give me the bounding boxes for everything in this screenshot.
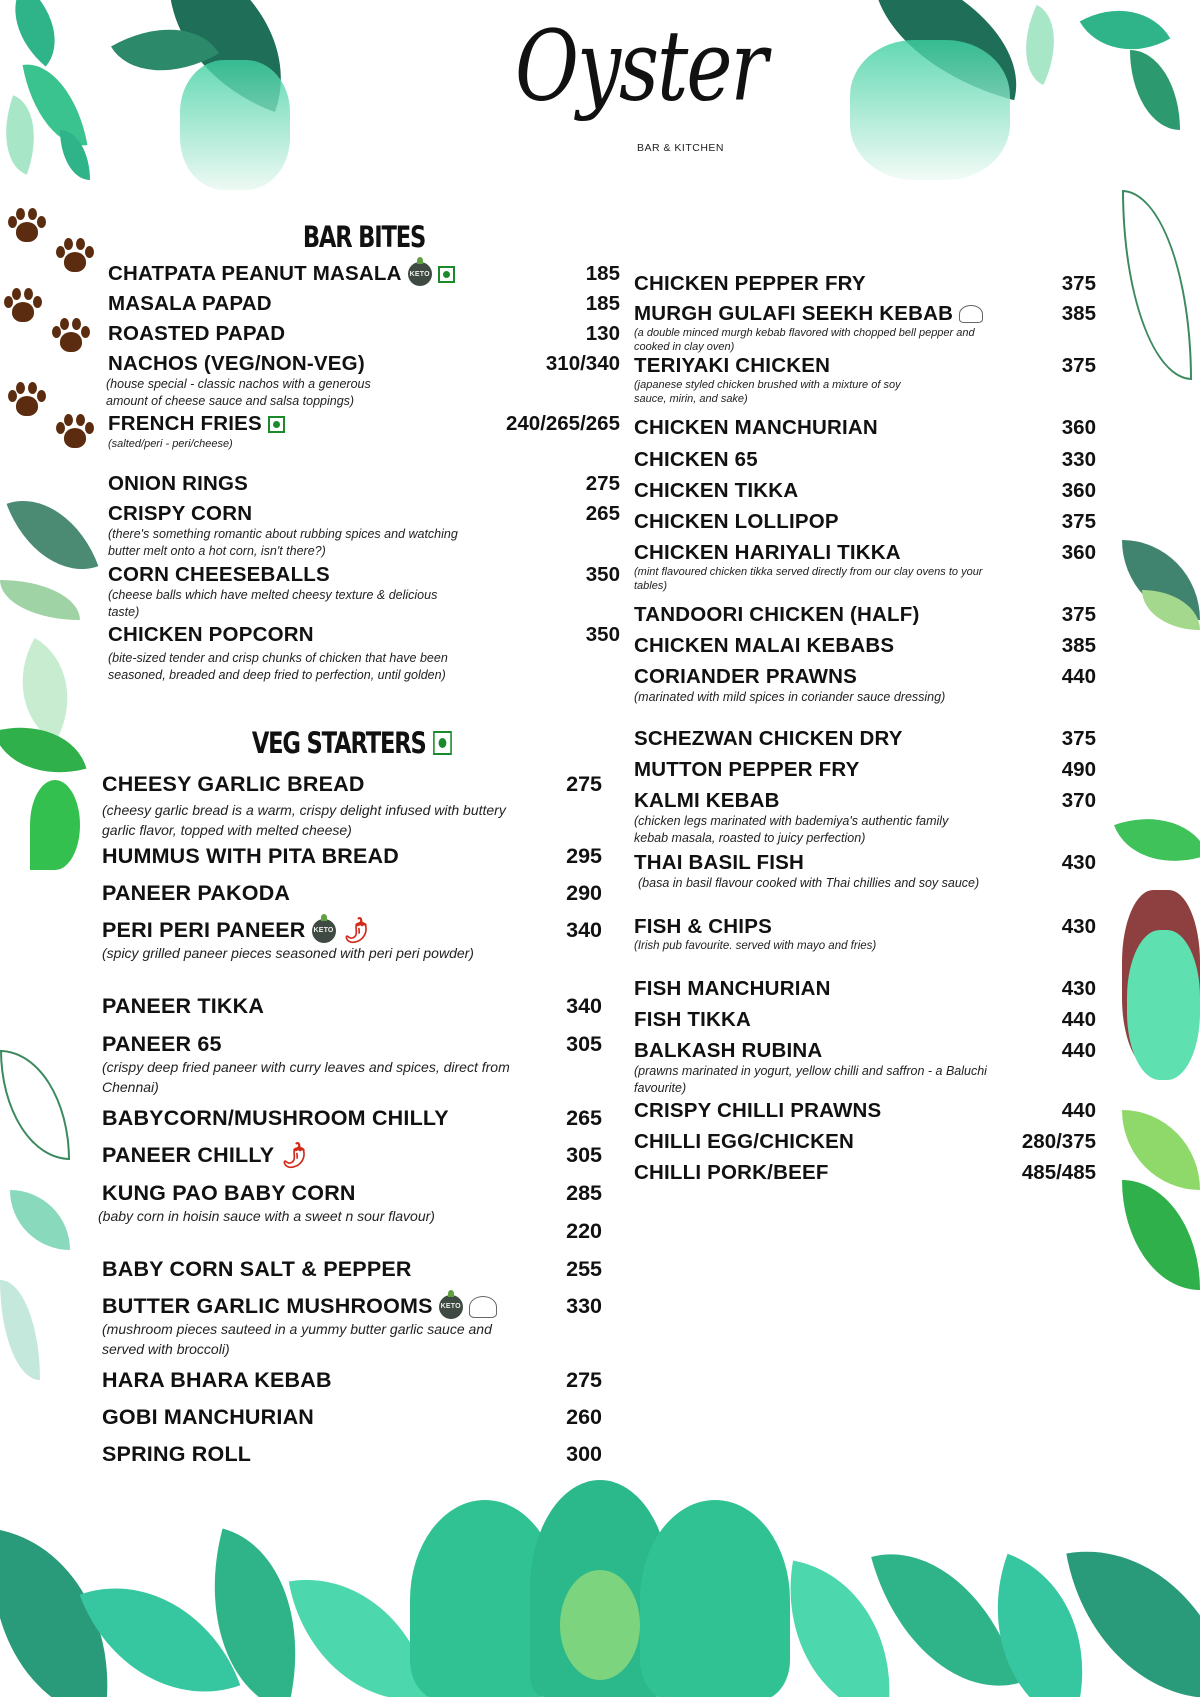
item-price: 375	[1061, 272, 1096, 295]
veg-icon	[268, 416, 285, 433]
menu-item	[102, 994, 602, 1032]
item-price: 440	[1061, 1099, 1096, 1122]
item-price: 430	[1061, 915, 1096, 938]
item-name: BABY CORN SALT & PEPPER	[102, 1257, 412, 1281]
item-price: 375	[1061, 354, 1096, 377]
chili-icon: 🌶	[337, 913, 373, 947]
menu-item	[102, 913, 602, 994]
item-price: 285	[566, 1181, 602, 1205]
item-description: (prawns marinated in yogurt, yellow chilli and saffron - a Baluchi favourite)	[634, 1064, 987, 1095]
item-name: MASALA PAPAD	[108, 292, 272, 315]
menu-item	[634, 272, 1096, 302]
item-description: (cheesy garlic bread is a warm, crispy delight infused with buttery garlic flavor, topped with melted cheese)	[102, 802, 506, 838]
chili-icon: 🌶	[276, 1138, 312, 1172]
menu-item	[634, 727, 1096, 758]
item-name: HARA BHARA KEBAB	[102, 1368, 332, 1392]
menu-item	[102, 772, 602, 844]
item-price: 350	[585, 623, 620, 646]
menu-item	[634, 416, 1096, 448]
menu-item	[634, 915, 1096, 977]
item-name: CHICKEN 65	[634, 448, 758, 471]
item-name: HUMMUS WITH PITA BREAD	[102, 844, 400, 868]
foliage-bottom	[0, 1480, 1200, 1697]
menu-item	[108, 292, 620, 322]
menu-column-right	[634, 272, 1096, 1192]
item-description: (basa in basil flavour cooked with Thai chillies and soy sauce)	[638, 876, 980, 890]
item-name: CORIANDER PRAWNS	[634, 665, 858, 688]
item-name: TERIYAKI CHICKEN	[634, 354, 831, 377]
menu-item	[634, 1039, 1096, 1099]
paw-icon	[2, 286, 42, 326]
item-price: 340	[566, 994, 602, 1018]
item-price: 275	[566, 772, 602, 796]
item-price: 265	[566, 1106, 602, 1130]
item-name: BUTTER GARLIC MUSHROOMS	[102, 1294, 433, 1318]
menu-item	[102, 1138, 602, 1181]
item-description: (japanese styled chicken brushed with a mixture of soy sauce, mirin, and sake)	[634, 379, 901, 405]
section-title-text: VEG STARTERS	[251, 726, 426, 760]
item-price: 340	[566, 918, 602, 942]
item-name: FISH & CHIPS	[634, 915, 772, 938]
item-name: PANEER TIKKA	[102, 994, 265, 1018]
item-price: 275	[566, 1368, 602, 1392]
paw-icon	[6, 206, 46, 246]
item-name: MUTTON PEPPER FRY	[634, 758, 860, 781]
menu-item	[102, 881, 602, 918]
menu-item	[108, 623, 620, 708]
foliage-top-right	[820, 0, 1200, 190]
menu-item	[102, 1442, 602, 1479]
item-name: TANDOORI CHICKEN (HALF)	[634, 603, 920, 626]
menu-item	[634, 758, 1096, 789]
menu-item	[634, 1130, 1096, 1161]
paw-icon	[54, 412, 94, 452]
item-price: 370	[1061, 789, 1096, 812]
menu-item	[108, 563, 620, 623]
item-price: 485/485	[1021, 1161, 1096, 1184]
item-name: ONION RINGS	[108, 472, 249, 495]
menu-item	[102, 1106, 602, 1143]
item-description: (chicken legs marinated with bademiya's authentic family kebab masala, roasted to juicy perfection)	[634, 814, 949, 845]
item-name: CHILLI PORK/BEEF	[634, 1161, 829, 1184]
menu-item	[634, 510, 1096, 541]
item-price: 300	[566, 1442, 602, 1466]
item-description: (bite-sized tender and crisp chunks of chicken that have been seasoned, breaded and deep fried to perfection, until golden)	[108, 651, 448, 682]
menu-item	[634, 789, 1096, 851]
menu-item	[634, 302, 1096, 354]
paw-prints-decoration	[0, 200, 100, 460]
keto-icon: KETO	[408, 262, 432, 286]
item-name: CHICKEN PEPPER FRY	[634, 272, 866, 295]
section-bar-bites	[108, 220, 620, 708]
item-price: 305	[566, 1032, 602, 1056]
item-name: BALKASH RUBINA	[634, 1039, 823, 1062]
keto-icon: KETO	[312, 919, 336, 943]
item-name: THAI BASIL FISH	[634, 851, 805, 874]
item-description: (there's something romantic about rubbing spices and watching butter melt onto a hot corn, isn't there?)	[108, 527, 458, 558]
menu-item	[634, 665, 1096, 727]
item-name: SCHEZWAN CHICKEN DRY	[634, 727, 903, 750]
item-price: 375	[1061, 603, 1096, 626]
item-price: 295	[566, 844, 602, 868]
item-price: 275	[585, 472, 620, 495]
item-description: (spicy grilled paneer pieces seasoned with peri peri powder)	[102, 945, 474, 961]
menu-item	[108, 472, 620, 502]
item-price: 185	[585, 292, 620, 315]
item-price: 220	[566, 1219, 602, 1243]
item-description: (house special - classic nachos with a generous amount of cheese sauce and salsa toppings)	[106, 377, 371, 408]
item-description: (mushroom pieces sauteed in a yummy butter garlic sauce and served with broccoli)	[102, 1321, 492, 1357]
paw-icon	[54, 236, 94, 276]
item-name: CHICKEN TIKKA	[634, 479, 799, 502]
item-price: 265	[585, 502, 620, 525]
item-name: CHATPATA PEANUT MASALA	[108, 262, 402, 285]
item-name: CRISPY CORN	[108, 502, 253, 525]
menu-item	[634, 479, 1096, 510]
item-price: 360	[1061, 416, 1096, 439]
item-name: FRENCH FRIES	[108, 412, 262, 435]
item-description: (crispy deep fried paneer with curry leaves and spices, direct from Chennai)	[102, 1059, 510, 1095]
item-price: 430	[1061, 851, 1096, 874]
paw-icon	[6, 380, 46, 420]
menu-item	[102, 1032, 602, 1106]
item-name: FISH MANCHURIAN	[634, 977, 831, 1000]
brand-logo	[515, 10, 766, 154]
section-title-bar-bites	[164, 220, 563, 254]
item-name: MURGH GULAFI SEEKH KEBAB	[634, 302, 954, 325]
item-description: (cheese balls which have melted cheesy texture & delicious taste)	[108, 588, 438, 619]
menu-item	[102, 1405, 602, 1442]
item-price: 440	[1061, 1039, 1096, 1062]
menu-item	[108, 352, 620, 412]
menu-item	[102, 1294, 602, 1368]
item-price: 440	[1061, 665, 1096, 688]
item-name: PERI PERI PANEER	[102, 918, 306, 942]
item-name: CHICKEN MALAI KEBABS	[634, 634, 895, 657]
item-price: 375	[1061, 510, 1096, 533]
item-price: 350	[585, 563, 620, 586]
item-price: 330	[1061, 448, 1096, 471]
item-price: 305	[566, 1143, 602, 1167]
veg-icon	[438, 266, 455, 283]
item-name: GOBI MANCHURIAN	[102, 1405, 315, 1429]
menu-item	[108, 322, 620, 352]
menu-item	[634, 851, 1096, 915]
item-name: CHICKEN MANCHURIAN	[634, 416, 878, 439]
menu-item	[634, 1099, 1096, 1130]
item-name: BABYCORN/MUSHROOM CHILLY	[102, 1106, 449, 1130]
menu-item	[634, 448, 1096, 479]
item-description: (Irish pub favourite. served with mayo and fries)	[634, 940, 877, 952]
item-name: KALMI KEBAB	[634, 789, 780, 812]
item-price: 240/265/265	[505, 412, 620, 435]
foliage-right-edge	[1122, 170, 1200, 1510]
item-price: 360	[1061, 541, 1096, 564]
paw-icon	[50, 316, 90, 356]
item-price: 330	[566, 1294, 602, 1318]
menu-item	[102, 1257, 602, 1294]
item-name: CHICKEN HARIYALI TIKKA	[634, 541, 901, 564]
item-description: (a double minced murgh kebab flavored with chopped bell pepper and cooked in clay oven)	[634, 327, 975, 353]
menu-item	[102, 844, 602, 881]
item-description: (mint flavoured chicken tikka served directly from our clay ovens to your tables)	[634, 566, 983, 592]
item-price: 430	[1061, 977, 1096, 1000]
item-name: CHILLI EGG/CHICKEN	[634, 1130, 854, 1153]
item-name: ROASTED PAPAD	[108, 322, 286, 345]
item-description: (salted/peri - peri/cheese)	[108, 438, 233, 450]
menu-item	[634, 634, 1096, 665]
item-name: FISH TIKKA	[634, 1008, 752, 1031]
menu-item	[634, 1008, 1096, 1039]
item-name: CHICKEN POPCORN	[108, 623, 314, 646]
item-name: CORN CHEESEBALLS	[108, 563, 330, 586]
brand-tagline: BAR & KITCHEN	[637, 142, 725, 154]
item-price: 310/340	[545, 352, 620, 375]
item-price: 260	[566, 1405, 602, 1429]
item-price: 130	[585, 322, 620, 345]
menu-item	[108, 502, 620, 563]
menu-item	[634, 354, 1096, 416]
foliage-left-edge	[0, 490, 85, 1390]
item-name: SPRING ROLL	[102, 1442, 252, 1466]
item-description: (baby corn in hoisin sauce with a sweet n sour flavour)	[98, 1208, 435, 1224]
menu-item	[102, 1219, 602, 1257]
brand-name: Oyster	[515, 10, 766, 123]
chef-hat-icon	[959, 305, 983, 323]
item-name: PANEER PAKODA	[102, 881, 291, 905]
item-description: (marinated with mild spices in coriander sauce dressing)	[634, 690, 946, 704]
foliage-top-left	[0, 0, 260, 190]
keto-icon: KETO	[439, 1295, 463, 1319]
item-name: NACHOS (VEG/NON-VEG)	[108, 352, 365, 375]
veg-icon	[433, 731, 452, 755]
item-price: 290	[566, 881, 602, 905]
item-price: 280/375	[1021, 1130, 1096, 1153]
item-name: KUNG PAO BABY CORN	[102, 1181, 356, 1205]
item-price: 185	[585, 262, 620, 285]
section-veg-starters	[98, 726, 602, 1479]
menu-item	[634, 541, 1096, 603]
item-price: 385	[1061, 302, 1096, 325]
menu-item	[634, 603, 1096, 634]
item-price: 385	[1061, 634, 1096, 657]
menu-item	[108, 262, 620, 292]
menu-item	[634, 977, 1096, 1008]
item-name: CHEESY GARLIC BREAD	[102, 772, 365, 796]
chef-hat-icon	[469, 1296, 497, 1318]
item-price: 490	[1061, 758, 1096, 781]
item-price: 360	[1061, 479, 1096, 502]
item-name: PANEER 65	[102, 1032, 222, 1056]
item-name: CRISPY CHILLI PRAWNS	[634, 1099, 882, 1122]
item-price: 255	[566, 1257, 602, 1281]
menu-item	[98, 1181, 602, 1224]
item-name: CHICKEN LOLLIPOP	[634, 510, 839, 533]
menu-column-left	[98, 220, 620, 1479]
menu-item	[634, 1161, 1096, 1192]
menu-item	[102, 1368, 602, 1405]
item-name: PANEER CHILLY	[102, 1143, 275, 1167]
section-title-text: BAR BITES	[302, 220, 426, 254]
menu-item	[108, 412, 620, 472]
item-price: 375	[1061, 727, 1096, 750]
item-price: 440	[1061, 1008, 1096, 1031]
section-title-veg-starters	[157, 726, 547, 760]
